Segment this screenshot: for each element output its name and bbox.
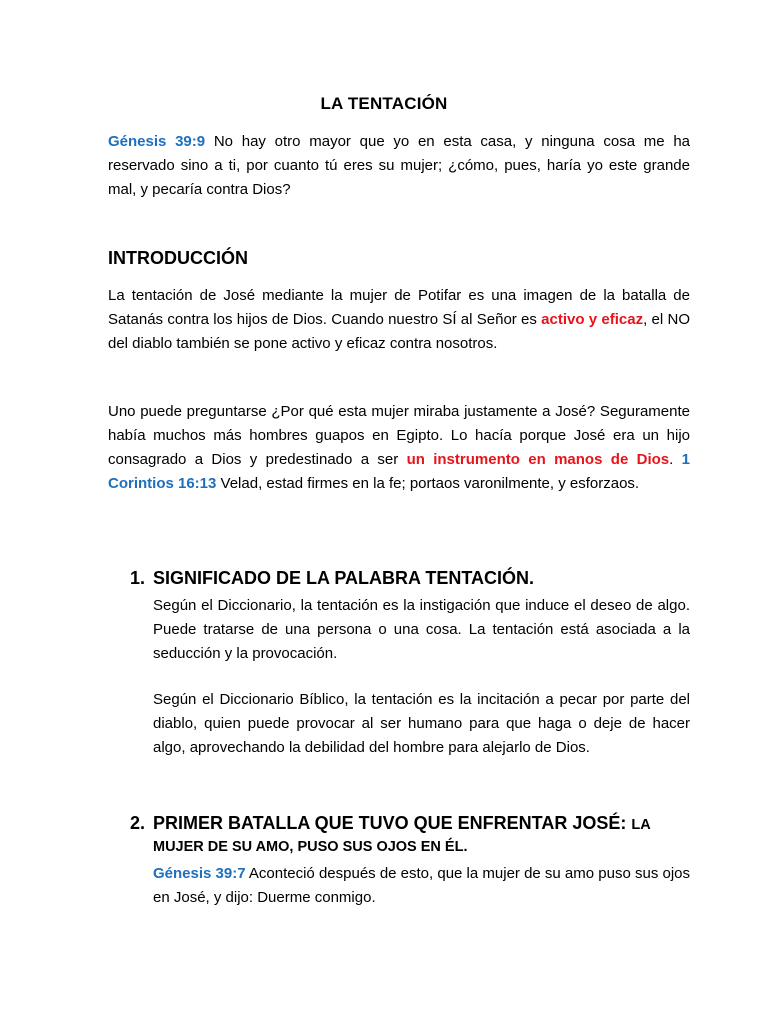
intro-p2-text: Uno puede preguntarse ¿Por qué esta mujer miraba justamente a José? Seguramente había muchos más hombres guapos en Egipto. Lo hacía porque José era un hijo consagrado a Dios y predestinado a ser (108, 403, 690, 468)
section-1-paragraph-1: Según el Diccionario, la tentación es la instigación que induce el deseo de algo. Puede tratarse de una persona o una cosa. La tentación está asociada a la seducción y la provocación. (153, 597, 690, 662)
section-2-number: 2. (130, 813, 146, 833)
intro-p1-text-end: , el NO del diablo también se pone activo y eficaz contra nosotros. (108, 311, 690, 352)
section-2-text: Aconteció después de esto, que la mujer de su amo puso sus ojos en José, y dijo: Duerme conmigo. (153, 865, 691, 906)
intro-p2-text-end: Velad, estad firmes en la fe; portaos varonilmente, y esforzaos. (216, 475, 640, 492)
section-1-title: SIGNIFICADO DE LA PALABRA TENTACIÓN. (153, 568, 534, 588)
section-2-subtitle-start: LA (631, 817, 651, 833)
epigraph-text: No hay otro mayor que yo en esta casa, y ninguna cosa me ha reservado sino a ti, por cuanto tú eres su mujer; ¿cómo, pues, haría yo este grande mal, y pecaría contra Dios? (108, 133, 691, 198)
section-2-title: PRIMER BATALLA QUE TUVO QUE ENFRENTAR JOSÉ: (153, 813, 627, 833)
section-2-reference: Génesis 39:7 (153, 865, 246, 882)
intro-p2-highlight: un instrumento en manos de Dios (406, 451, 670, 468)
intro-p2-separator: . (669, 451, 682, 468)
intro-paragraph-2 (108, 400, 690, 496)
section-2-subtitle: MUJER DE SU AMO, PUSO SUS OJOS EN ÉL. (153, 839, 468, 855)
intro-p2-reference: 1 Corintios 16:13 (108, 451, 690, 492)
section-2-paragraph (153, 862, 690, 910)
section-1-paragraph-2: Según el Diccionario Bíblico, la tentación es la incitación a pecar por parte del diablo, quien puede provocar al ser humano para que haga o deje de hacer algo, aprovechando la debilidad del hombre para alejarlo de Dios. (153, 691, 690, 756)
intro-p1-highlight: activo y eficaz (541, 311, 644, 328)
document-title: LA TENTACIÓN (320, 94, 448, 113)
section-1-heading (130, 568, 690, 589)
epigraph-paragraph (108, 130, 690, 202)
section-1-number: 1. (130, 568, 146, 588)
intro-paragraph-1 (108, 284, 690, 356)
intro-p1-text: La tentación de José mediante la mujer de Potifar es una imagen de la batalla de Satanás contra los hijos de Dios. Cuando nuestro SÍ al Señor es (108, 287, 690, 328)
section-2-heading (130, 813, 690, 834)
intro-heading: INTRODUCCIÓN (108, 248, 248, 268)
epigraph-reference: Génesis 39:9 (108, 133, 206, 150)
